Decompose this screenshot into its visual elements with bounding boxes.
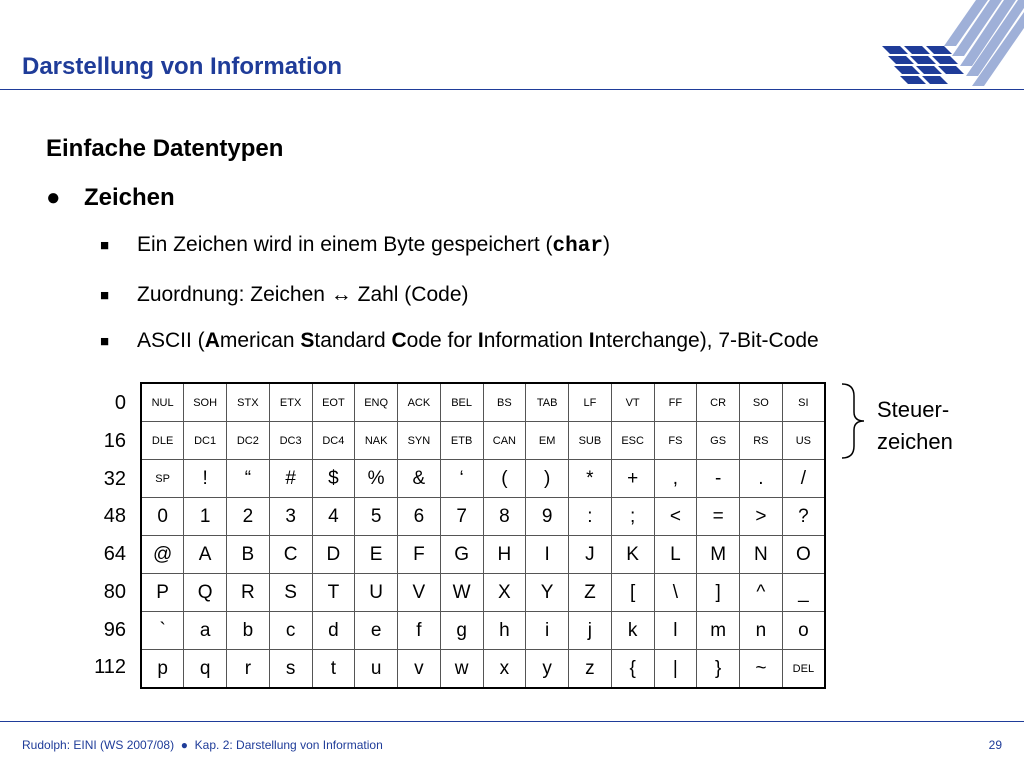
table-row xyxy=(141,612,825,650)
ascii-cell: l xyxy=(654,612,697,650)
subitem-text: Ein Zeichen wird in einem Byte gespeichert ( xyxy=(137,233,553,256)
bullet-label: Zeichen xyxy=(84,184,175,211)
ascii-cell: SOH xyxy=(184,383,227,422)
brace-icon xyxy=(840,382,870,460)
ascii-cell: 4 xyxy=(312,498,355,536)
ascii-cell: U xyxy=(355,574,398,612)
header-divider xyxy=(0,89,1024,90)
ascii-cell: SP xyxy=(141,460,184,498)
ascii-cell: T xyxy=(312,574,355,612)
footer-chapter: Kap. 2: Darstellung von Information xyxy=(194,738,383,752)
ascii-cell: Q xyxy=(184,574,227,612)
ascii-cell: I xyxy=(526,536,569,574)
ascii-cell: A xyxy=(184,536,227,574)
ascii-cell: P xyxy=(141,574,184,612)
ascii-cell: : xyxy=(569,498,612,536)
square-bullet-icon: ■ xyxy=(100,237,110,254)
ascii-cell: e xyxy=(355,612,398,650)
table-row xyxy=(141,383,825,422)
ascii-cell: SI xyxy=(782,383,825,422)
ascii-cell: FF xyxy=(654,383,697,422)
ascii-cell: t xyxy=(312,650,355,689)
ascii-cell: FS xyxy=(654,422,697,460)
ascii-cell: F xyxy=(398,536,441,574)
ascii-row-label: 48 xyxy=(103,505,126,528)
ascii-cell: SYN xyxy=(398,422,441,460)
ascii-cell: N xyxy=(740,536,783,574)
ascii-cell: _ xyxy=(782,574,825,612)
ascii-cell: i xyxy=(526,612,569,650)
ascii-cell: 9 xyxy=(526,498,569,536)
ascii-cell: ENQ xyxy=(355,383,398,422)
ascii-cell: O xyxy=(782,536,825,574)
ascii-cell: a xyxy=(184,612,227,650)
ascii-cell: $ xyxy=(312,460,355,498)
ascii-cell: ] xyxy=(697,574,740,612)
ascii-row-label: 32 xyxy=(103,467,126,490)
ascii-cell: 8 xyxy=(483,498,526,536)
ascii-cell: | xyxy=(654,650,697,689)
ascii-cell: ACK xyxy=(398,383,441,422)
footer-separator-icon: ● xyxy=(180,738,188,752)
university-logo-icon xyxy=(878,0,1024,92)
ascii-cell: r xyxy=(227,650,270,689)
ascii-cell: NUL xyxy=(141,383,184,422)
table-row xyxy=(141,422,825,460)
ascii-cell: * xyxy=(569,460,612,498)
annotation-line-1: Steuer- xyxy=(877,397,950,422)
ascii-cell: US xyxy=(782,422,825,460)
ascii-cell: E xyxy=(355,536,398,574)
ascii-cell: ESC xyxy=(611,422,654,460)
ascii-cell: 5 xyxy=(355,498,398,536)
ascii-cell: 0 xyxy=(141,498,184,536)
ascii-cell: D xyxy=(312,536,355,574)
ascii-cell: v xyxy=(398,650,441,689)
ascii-cell: - xyxy=(697,460,740,498)
ascii-cell: c xyxy=(269,612,312,650)
ascii-cell: V xyxy=(398,574,441,612)
ascii-row-label: 16 xyxy=(103,429,126,452)
ascii-cell: w xyxy=(440,650,483,689)
table-row xyxy=(141,536,825,574)
ascii-cell: ) xyxy=(526,460,569,498)
ascii-cell: ~ xyxy=(740,650,783,689)
ascii-cell: W xyxy=(440,574,483,612)
ascii-cell: H xyxy=(483,536,526,574)
ascii-cell: SO xyxy=(740,383,783,422)
square-bullet-icon: ■ xyxy=(100,287,110,304)
ascii-cell: { xyxy=(611,650,654,689)
ascii-cell: x xyxy=(483,650,526,689)
control-chars-annotation xyxy=(877,394,953,458)
ascii-cell: b xyxy=(227,612,270,650)
ascii-cell: SUB xyxy=(569,422,612,460)
ascii-cell: L xyxy=(654,536,697,574)
ascii-cell: 1 xyxy=(184,498,227,536)
ascii-cell: ETX xyxy=(269,383,312,422)
ascii-cell: STX xyxy=(227,383,270,422)
ascii-cell: VT xyxy=(611,383,654,422)
ascii-cell: ? xyxy=(782,498,825,536)
annotation-line-2: zeichen xyxy=(877,429,953,454)
ascii-cell: = xyxy=(697,498,740,536)
ascii-cell: 2 xyxy=(227,498,270,536)
ascii-cell: EOT xyxy=(312,383,355,422)
ascii-cell: s xyxy=(269,650,312,689)
section-title: Einfache Datentypen xyxy=(46,135,284,162)
ascii-row-label: 64 xyxy=(103,543,126,565)
ascii-cell: DC4 xyxy=(312,422,355,460)
ascii-cell: NAK xyxy=(355,422,398,460)
ascii-cell: B xyxy=(227,536,270,574)
ascii-cell: ; xyxy=(611,498,654,536)
square-bullet-icon: ■ xyxy=(100,333,110,350)
ascii-cell: @ xyxy=(141,536,184,574)
ascii-cell: K xyxy=(611,536,654,574)
ascii-cell: X xyxy=(483,574,526,612)
ascii-cell: f xyxy=(398,612,441,650)
ascii-cell: DC2 xyxy=(227,422,270,460)
ascii-cell: \ xyxy=(654,574,697,612)
ascii-cell: EM xyxy=(526,422,569,460)
ascii-cell: y xyxy=(526,650,569,689)
ascii-row-label: 80 xyxy=(103,580,126,603)
ascii-cell: g xyxy=(440,612,483,650)
ascii-cell: z xyxy=(569,650,612,689)
ascii-cell: “ xyxy=(227,460,270,498)
ascii-cell: C xyxy=(269,536,312,574)
ascii-cell: u xyxy=(355,650,398,689)
subitem-text: Zuordnung: Zeichen ↔ Zahl (Code) xyxy=(137,283,469,306)
ascii-row-label: 96 xyxy=(103,618,126,641)
ascii-cell: DC1 xyxy=(184,422,227,460)
ascii-cell: . xyxy=(740,460,783,498)
ascii-cell: / xyxy=(782,460,825,498)
table-row xyxy=(141,650,825,689)
ascii-cell: % xyxy=(355,460,398,498)
table-row xyxy=(141,574,825,612)
ascii-cell: j xyxy=(569,612,612,650)
ascii-row-label: 0 xyxy=(114,392,126,414)
ascii-cell: , xyxy=(654,460,697,498)
ascii-cell: q xyxy=(184,650,227,689)
ascii-cell: < xyxy=(654,498,697,536)
ascii-cell: CR xyxy=(697,383,740,422)
table-row xyxy=(141,498,825,536)
ascii-cell: G xyxy=(440,536,483,574)
ascii-cell: BS xyxy=(483,383,526,422)
slide-header-title: Darstellung von Information xyxy=(22,53,343,80)
ascii-cell: m xyxy=(697,612,740,650)
ascii-cell: } xyxy=(697,650,740,689)
ascii-cell: M xyxy=(697,536,740,574)
ascii-cell: 6 xyxy=(398,498,441,536)
ascii-cell: [ xyxy=(611,574,654,612)
ascii-cell: Z xyxy=(569,574,612,612)
ascii-cell: > xyxy=(740,498,783,536)
ascii-cell: d xyxy=(312,612,355,650)
ascii-cell: 3 xyxy=(269,498,312,536)
ascii-cell: h xyxy=(483,612,526,650)
ascii-cell: J xyxy=(569,536,612,574)
ascii-cell: + xyxy=(611,460,654,498)
ascii-cell: S xyxy=(269,574,312,612)
ascii-cell: R xyxy=(227,574,270,612)
footer-course: Rudolph: EINI (WS 2007/08) xyxy=(22,738,175,752)
subitem-text: ASCII (American Standard Code for Information Interchange), 7-Bit-Code xyxy=(137,329,819,352)
ascii-cell: DC3 xyxy=(269,422,312,460)
ascii-cell: GS xyxy=(697,422,740,460)
ascii-cell: 7 xyxy=(440,498,483,536)
ascii-cell: RS xyxy=(740,422,783,460)
ascii-cell: BEL xyxy=(440,383,483,422)
ascii-cell: CAN xyxy=(483,422,526,460)
ascii-cell: ` xyxy=(141,612,184,650)
page-number: 29 xyxy=(988,738,1002,752)
ascii-cell: LF xyxy=(569,383,612,422)
ascii-cell: DEL xyxy=(782,650,825,689)
ascii-row-label: 112 xyxy=(94,656,126,679)
bullet-dot-icon: ● xyxy=(46,184,61,211)
ascii-cell: Y xyxy=(526,574,569,612)
ascii-cell: ! xyxy=(184,460,227,498)
ascii-cell: TAB xyxy=(526,383,569,422)
ascii-cell: n xyxy=(740,612,783,650)
ascii-cell: # xyxy=(269,460,312,498)
subitem-text-end: ) xyxy=(602,233,610,256)
ascii-cell: ‘ xyxy=(440,460,483,498)
ascii-table xyxy=(140,382,826,689)
table-row xyxy=(141,460,825,498)
ascii-cell: ^ xyxy=(740,574,783,612)
ascii-cell: o xyxy=(782,612,825,650)
footer-divider xyxy=(0,721,1024,722)
ascii-cell: & xyxy=(398,460,441,498)
code-char: char xyxy=(552,235,603,258)
ascii-cell: DLE xyxy=(141,422,184,460)
ascii-cell: ( xyxy=(483,460,526,498)
ascii-cell: p xyxy=(141,650,184,689)
ascii-cell: k xyxy=(611,612,654,650)
ascii-cell: ETB xyxy=(440,422,483,460)
footer xyxy=(22,738,383,752)
